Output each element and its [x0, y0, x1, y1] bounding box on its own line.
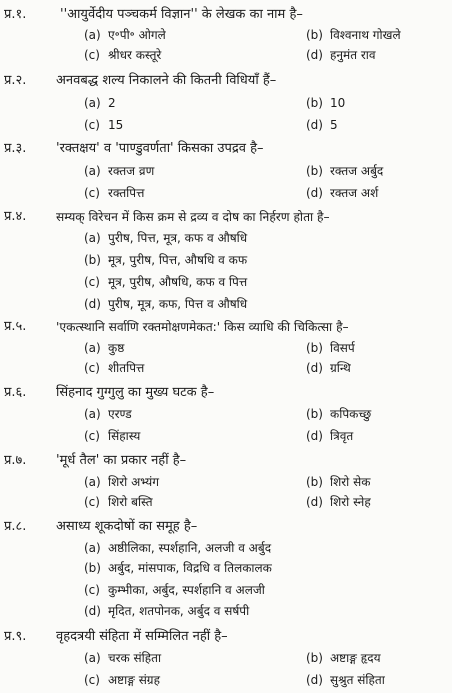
option-b: (b) कपिकच्छु — [306, 407, 372, 421]
option-c: (c) कुम्भीका, अर्बुद, स्पर्शहानि व अलजी — [84, 583, 265, 597]
option-c: (c) रक्तपित्त — [84, 186, 145, 200]
option-b: (b) मूत्र, पुरीष, पित्त, औषधि व कफ — [84, 253, 248, 267]
option-d: (d) सुश्रुत संहिता — [306, 673, 385, 687]
option-b: (b) विसर्प — [306, 341, 355, 355]
option-b: (b) विश्वनाथ गोखले — [306, 28, 401, 42]
option-b: (b) अष्टाङ्ग हृदय — [306, 651, 381, 665]
question-text: सिंहनाद गुग्गुलु का मुख्य घटक है– — [56, 385, 215, 400]
question-number: प्र.७. — [4, 453, 27, 468]
question-number: प्र.२. — [4, 73, 27, 88]
option-a: (a) रक्तज व्रण — [84, 164, 155, 178]
option-a: (a) पुरीष, पित्त, मूत्र, कफ व औषधि — [84, 231, 248, 245]
option-d: (d) त्रिवृत — [306, 429, 354, 443]
option-b: (b) रक्तज अर्बुद — [306, 164, 384, 178]
option-d: (d) पुरीष, मूत्र, कफ, पित्त व औषधि — [84, 297, 248, 311]
option-d: (d) मृदित, शतपोनक, अर्बुद व सर्षपी — [84, 604, 250, 618]
option-b: (b) शिरो सेक — [306, 475, 371, 489]
question-number: प्र.८. — [4, 519, 27, 534]
question-number: प्र.१. — [4, 7, 27, 22]
question-text: अनवबद्ध शल्य निकालने की कितनी विधियाँ हैं– — [56, 73, 277, 88]
option-a: (a) कुष्ठ — [84, 341, 125, 355]
option-d: (d) हनुमंत राव — [306, 48, 376, 62]
option-a: (a) ए॰पी॰ ओगले — [84, 28, 166, 42]
option-a: (a) चरक संहिता — [84, 651, 162, 665]
question-text: असाध्य शूकदोषों का समूह है– — [56, 519, 198, 534]
question-text: 'रक्तक्षय' व 'पाण्डुवर्णता' किसका उपद्रव है– — [56, 141, 264, 156]
option-b: (b) अर्बुद, मांसपाक, विद्रधि व तिलकालक — [84, 561, 272, 575]
question-number: प्र.५. — [4, 319, 27, 334]
question-text: वृहदत्रयी संहिता में सम्मिलित नहीं है– — [56, 629, 228, 644]
option-d: (d) ग्रन्थि — [306, 361, 351, 375]
option-d: (d) शिरो स्नेह — [306, 495, 371, 509]
option-c: (c) मूत्र, पुरीष, औषधि, कफ व पित्त — [84, 275, 248, 289]
question-number: प्र.३. — [4, 141, 27, 156]
option-a: (a) शिरो अभ्यंग — [84, 475, 159, 489]
option-d: (d) रक्तज अर्श — [306, 186, 379, 200]
option-a: (a) 2 — [84, 96, 116, 110]
option-c: (c) अष्टाङ्ग संग्रह — [84, 673, 160, 687]
option-d: (d) 5 — [306, 118, 338, 132]
question-text: 'एकत्स्थानि सर्वाणि रक्तमोक्षणमेकत:' किस व्याधि की चिकित्सा है– — [56, 320, 349, 334]
option-b: (b) 10 — [306, 96, 346, 110]
question-number: प्र.४. — [4, 209, 27, 224]
option-a: (a) एरण्ड — [84, 407, 132, 421]
option-c: (c) शिरो बस्ति — [84, 495, 153, 509]
option-c: (c) सिंहास्य — [84, 429, 141, 443]
question-number: प्र.६. — [4, 385, 27, 400]
question-text: 'मूर्ध तैल' का प्रकार नहीं है– — [56, 453, 187, 468]
question-text: सम्यक् विरेचन में किस क्रम से द्रव्य व दोष का निर्हरण होता है– — [56, 210, 330, 224]
option-c: (c) 15 — [84, 118, 124, 132]
option-a: (a) अष्ठीलिका, स्पर्शहानि, अलजी व अर्बुद — [84, 541, 272, 555]
option-c: (c) श्रीधर कस्तूरे — [84, 48, 162, 62]
question-number: प्र.९. — [4, 629, 27, 644]
question-text: ''आयुर्वेदीय पञ्चकर्म विज्ञान'' के लेखक का नाम है– — [60, 7, 303, 22]
option-c: (c) शीतपित्त — [84, 361, 145, 375]
